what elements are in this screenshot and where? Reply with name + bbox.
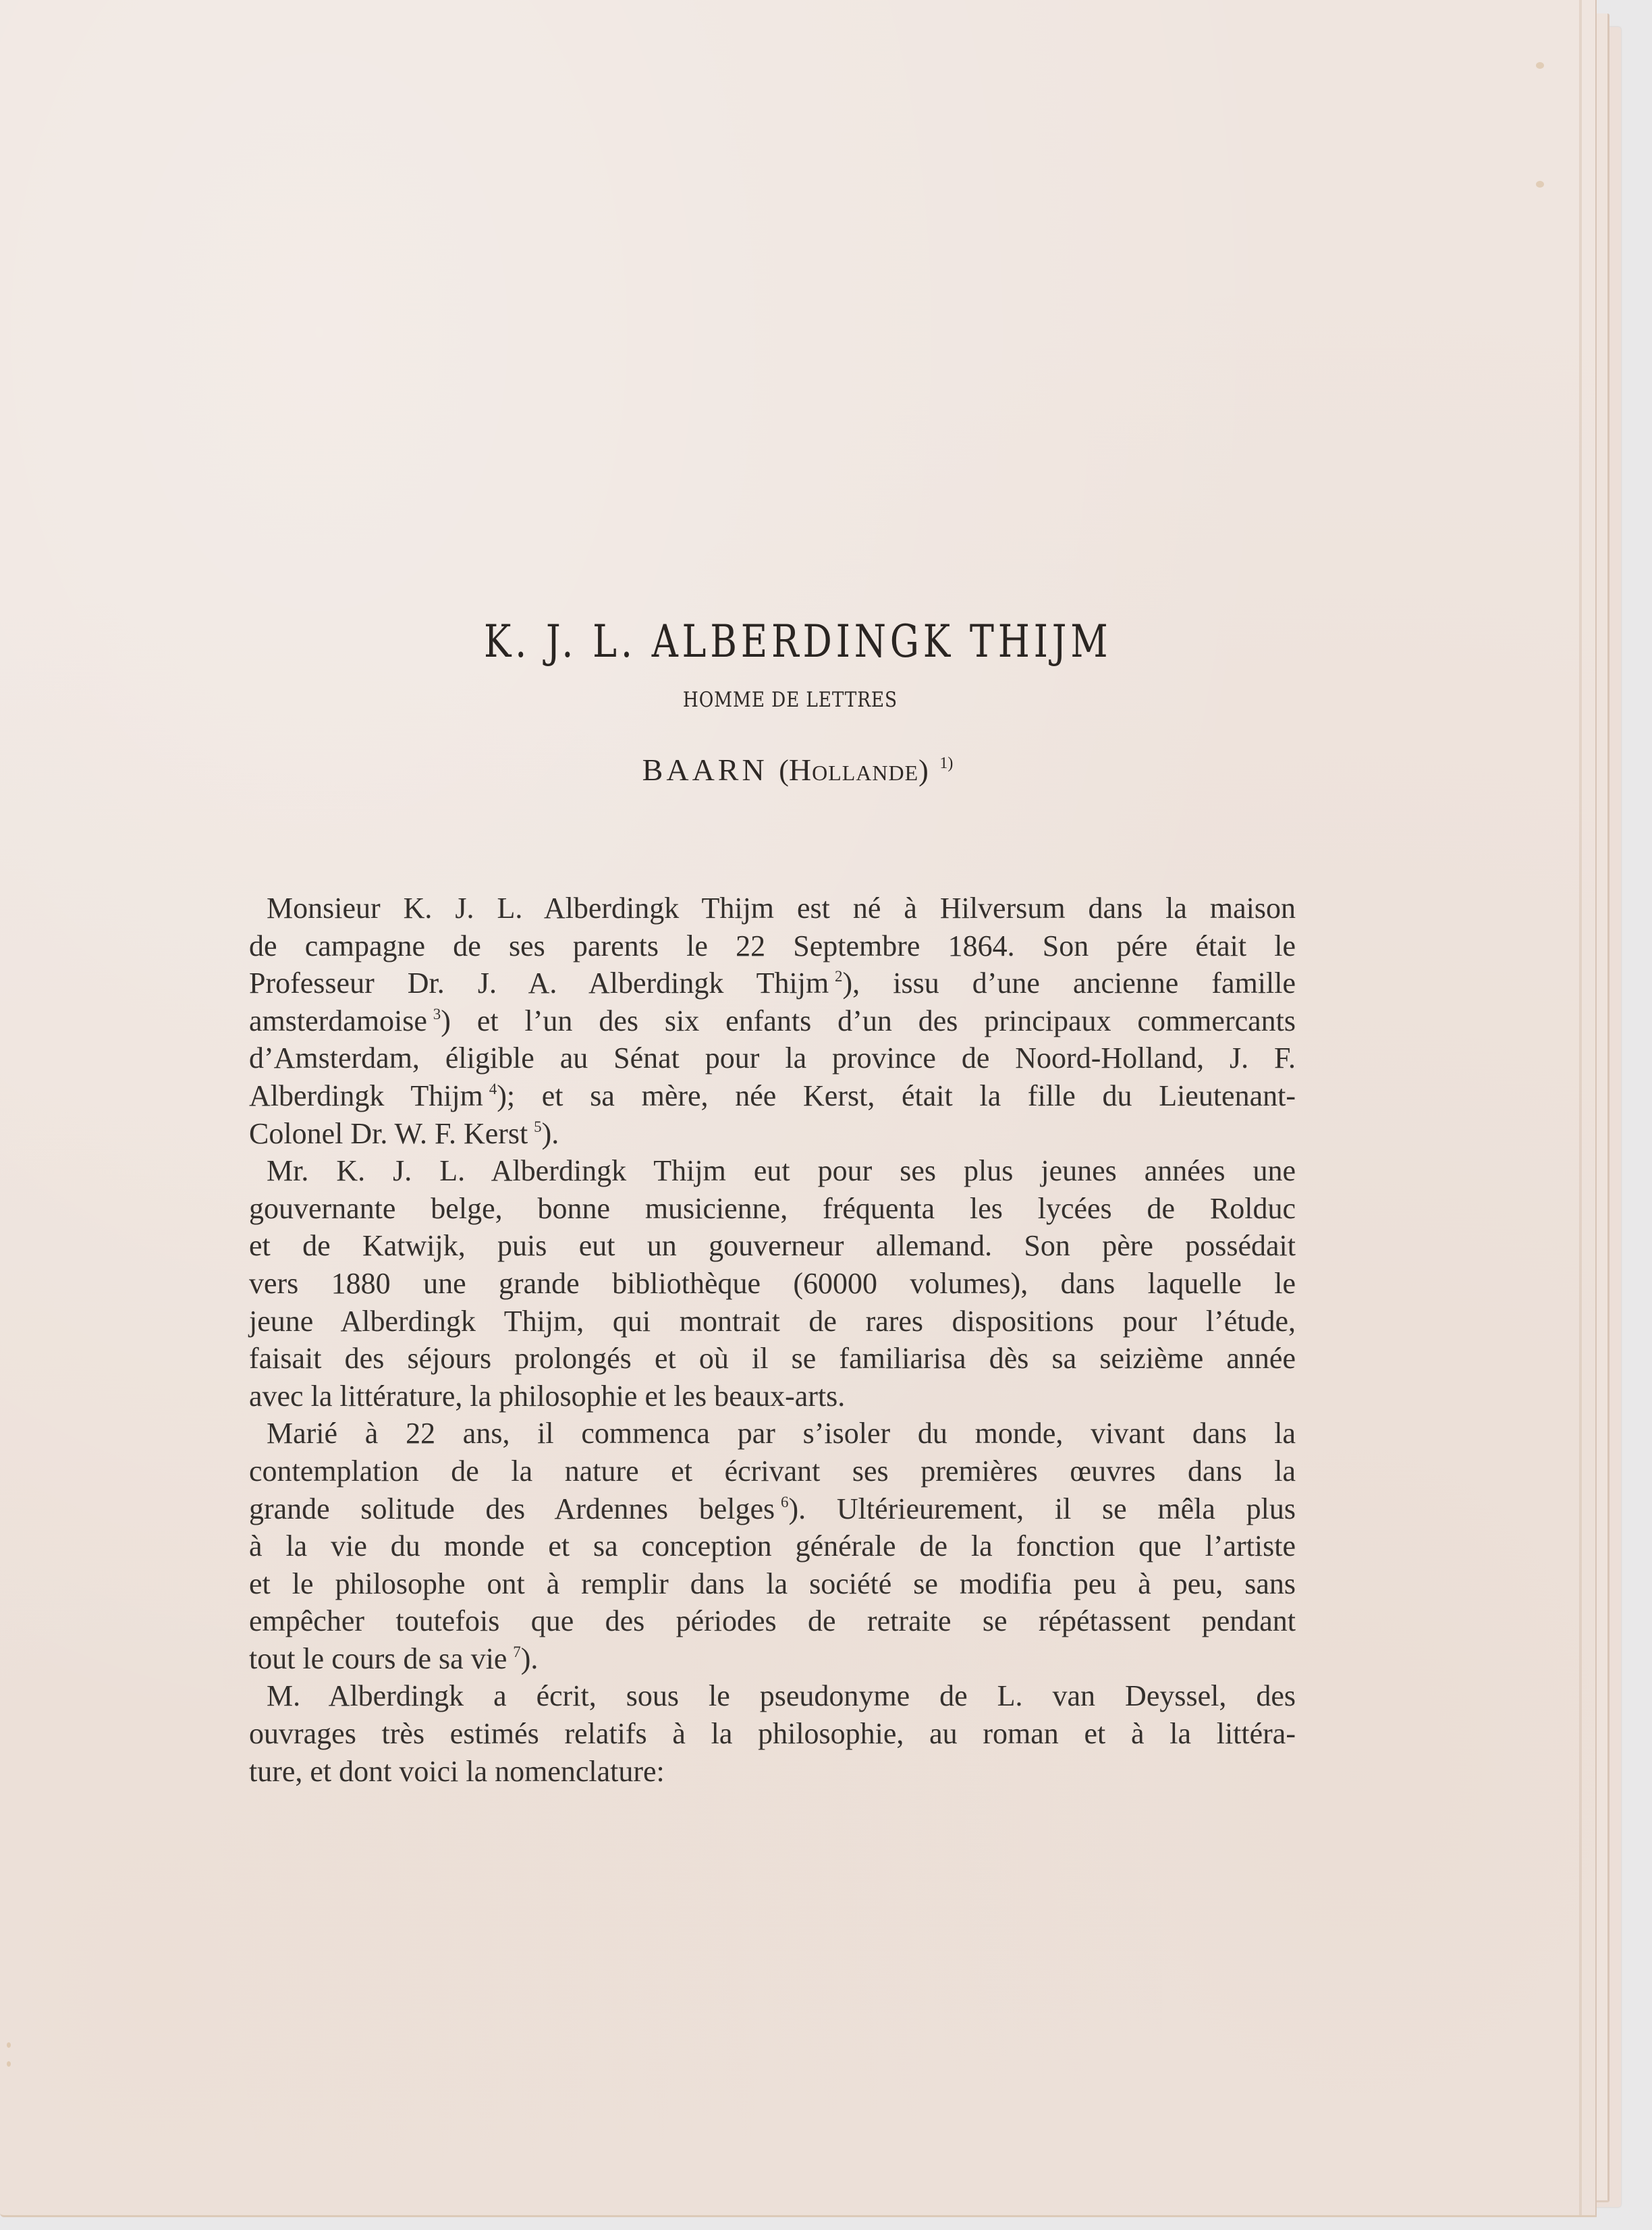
line-text: de campagne de ses parents le 22 Septembre 1864. Son pére était le	[249, 929, 1296, 962]
line-text-continued: ) et l’un des six enfants d’un des principaux commercants	[441, 1004, 1296, 1037]
text-line	[231, 1303, 1296, 1340]
text-line	[231, 1077, 1296, 1115]
line-text: ture, et dont voici la nomenclature:	[249, 1754, 665, 1788]
line-text: à la vie du monde et sa conception générale de la fonction que l’artiste	[249, 1529, 1296, 1563]
line-text: grande solitude des Ardennes belges	[249, 1492, 775, 1525]
text-line	[231, 1527, 1296, 1565]
location-open-paren: (	[779, 754, 789, 787]
line-text: tout le cours de sa vie	[249, 1641, 507, 1675]
location-region: Hollande	[788, 753, 919, 787]
text-line	[231, 1490, 1296, 1528]
text-line	[231, 1452, 1296, 1490]
text-line	[231, 927, 1296, 965]
line-text: Alberdingk Thijm	[249, 1079, 483, 1112]
footnote-ref: 3	[433, 1005, 441, 1023]
page-edge-shadow	[1579, 0, 1582, 2215]
paragraph	[231, 1677, 1296, 1790]
paragraph	[231, 1415, 1296, 1677]
text-line	[231, 1190, 1296, 1228]
text-line	[231, 1677, 1296, 1715]
text-line	[231, 1227, 1296, 1265]
line-text: contemplation de la nature et écrivant ses premières œuvres dans la	[249, 1454, 1296, 1488]
text-line	[231, 1115, 1296, 1153]
line-text: Professeur Dr. J. A. Alberdingk Thijm	[249, 967, 829, 1000]
line-text-continued: ).	[541, 1116, 559, 1150]
text-line	[231, 1565, 1296, 1603]
line-text: et de Katwijk, puis eut un gouverneur allemand. Son père possédait	[249, 1229, 1296, 1263]
line-text-continued: ). Ultérieurement, il se mêla plus	[788, 1492, 1296, 1525]
line-text: Colonel Dr. W. F. Kerst	[249, 1116, 528, 1150]
location-close-paren: )	[918, 754, 929, 787]
document-subtitle: HOMME DE LETTRES	[682, 688, 898, 712]
footnote-ref: 7	[513, 1643, 521, 1660]
line-text: vers 1880 une grande bibliothèque (60000 volumes), dans laquelle le	[249, 1266, 1296, 1300]
footnote-ref: 2	[835, 968, 843, 985]
line-text: d’Amsterdam, éligible au Sénat pour la province de Noord-Holland, J. F.	[249, 1041, 1296, 1075]
paragraph	[231, 1152, 1296, 1415]
text-line	[231, 1340, 1296, 1378]
paragraph	[231, 890, 1296, 1152]
location-city: BAARN	[642, 753, 768, 787]
line-text: jeune Alberdingk Thijm, qui montrait de rares dispositions pour l’étude,	[249, 1304, 1296, 1338]
text-line	[231, 1640, 1296, 1678]
line-text: faisait des séjours prolongés et où il se familiarisa dès sa seizième année	[249, 1342, 1296, 1376]
line-text-continued: ); et sa mère, née Kerst, était la fille du Lieutenant-	[497, 1079, 1296, 1112]
footnote-ref: 5	[534, 1118, 542, 1135]
line-text: et le philosophe ont à remplir dans la société se modifia peu à peu, sans	[249, 1567, 1296, 1600]
text-line	[231, 1039, 1296, 1077]
text-line	[231, 1415, 1296, 1452]
footnote-ref: 4	[489, 1080, 497, 1097]
line-text: M. Alberdingk a écrit, sous le pseudonyme de L. van Deyssel, des	[267, 1679, 1296, 1713]
line-text: amsterdamoise	[249, 1004, 427, 1037]
text-line	[231, 890, 1296, 927]
line-text-continued: ), issu d’une ancienne famille	[842, 967, 1296, 1000]
line-text: Marié à 22 ans, il commenca par s’isoler du monde, vivant dans la	[267, 1417, 1296, 1450]
location-heading	[0, 755, 1595, 786]
foxing-spot	[7, 2061, 11, 2067]
text-line	[231, 1715, 1296, 1753]
body-text	[231, 890, 1296, 1790]
line-text: gouvernante belge, bonne musicienne, fréquenta les lycées de Rolduc	[249, 1191, 1296, 1225]
footnote-ref: 1)	[939, 755, 954, 772]
text-line	[231, 1378, 1296, 1415]
line-text: Mr. K. J. L. Alberdingk Thijm eut pour ses plus jeunes années une	[267, 1154, 1296, 1188]
line-text: ouvrages très estimés relatifs à la philosophie, au roman et à la littéra-	[249, 1717, 1296, 1751]
foxing-spot	[7, 2042, 11, 2048]
line-text: Monsieur K. J. L. Alberdingk Thijm est né à Hilversum dans la maison	[267, 892, 1296, 925]
line-text: avec la littérature, la philosophie et les beaux-arts.	[249, 1379, 846, 1413]
line-text-continued: ).	[520, 1641, 539, 1675]
text-line	[231, 1602, 1296, 1640]
line-text: empêcher toutefois que des périodes de retraite se répétassent pendant	[249, 1604, 1296, 1638]
text-line	[231, 1002, 1296, 1040]
text-line	[231, 964, 1296, 1002]
document-title: K. J. L. ALBERDINGK THIJM	[483, 616, 1112, 668]
foxing-spot	[1536, 181, 1544, 188]
text-line	[231, 1265, 1296, 1303]
text-line	[231, 1152, 1296, 1190]
footnote-ref: 6	[780, 1493, 789, 1511]
foxing-spot	[1536, 62, 1544, 69]
text-line	[231, 1753, 1296, 1791]
